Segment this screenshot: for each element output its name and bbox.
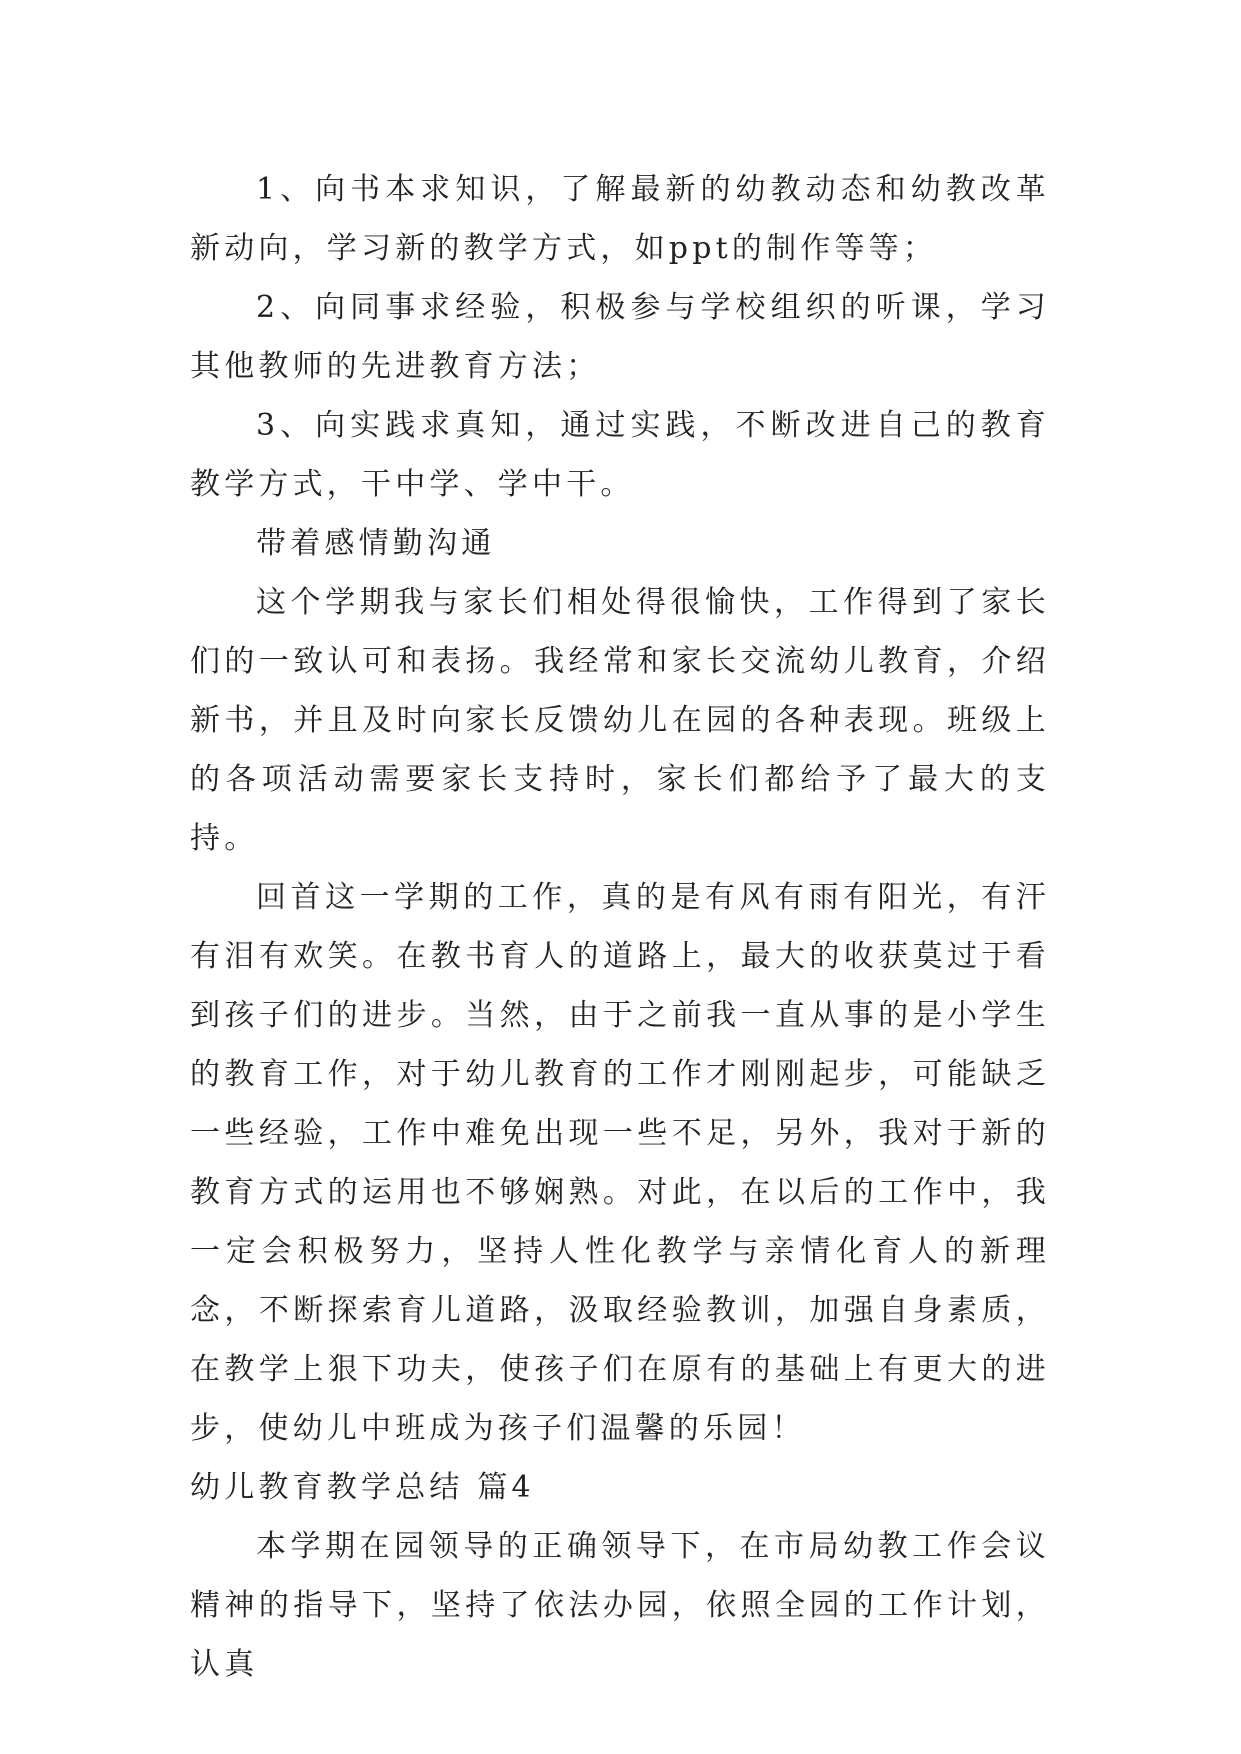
paragraph-item-1: 1、向书本求知识，了解最新的幼教动态和幼教改革新动向，学习新的教学方式，如ppt的制作等等； [190, 172, 1050, 266]
subheading-communication: 带着感情勤沟通 [256, 526, 496, 561]
paragraph-section4-intro: 本学期在园领导的正确领导下，在市局幼教工作会议精神的指导下，坚持了依法办园，依照全园的工作计划，认真 [190, 1529, 1050, 1682]
paragraph-reflection: 回首这一学期的工作，真的是有风有雨有阳光，有汗有泪有欢笑。在教书育人的道路上，最大的收获莫过于看到孩子们的进步。当然，由于之前我一直从事的是小学生的教育工作，对于幼儿教育的工作才刚刚起步，可能缺乏一些经验，工作中难免出现一些不足，另外，我对于新的教育方式的运用也不够娴熟。对此，在以后的工作中，我一定会积极努力，坚持人性化教学与亲情化育人的新理念，不断探索育儿道路，汲取经验教训，加强自身素质，在教学上狠下功夫，使孩子们在原有的基础上有更大的进步，使幼儿中班成为孩子们温馨的乐园！ [190, 880, 1050, 1446]
paragraph-parents: 这个学期我与家长们相处得很愉快，工作得到了家长们的一致认可和表扬。我经常和家长交流幼儿教育，介绍新书，并且及时向家长反馈幼儿在园的各种表现。班级上的各项活动需要家长支持时，家长们都给予了最大的支持。 [190, 585, 1050, 856]
paragraph-item-3: 3、向实践求真知，通过实践，不断改进自己的教育教学方式，干中学、学中干。 [190, 408, 1050, 502]
document-body [190, 160, 1050, 1694]
section-title: 幼儿教育教学总结 篇4 [190, 1470, 535, 1505]
paragraph-item-2: 2、向同事求经验，积极参与学校组织的听课，学习其他教师的先进教育方法； [190, 290, 1050, 384]
